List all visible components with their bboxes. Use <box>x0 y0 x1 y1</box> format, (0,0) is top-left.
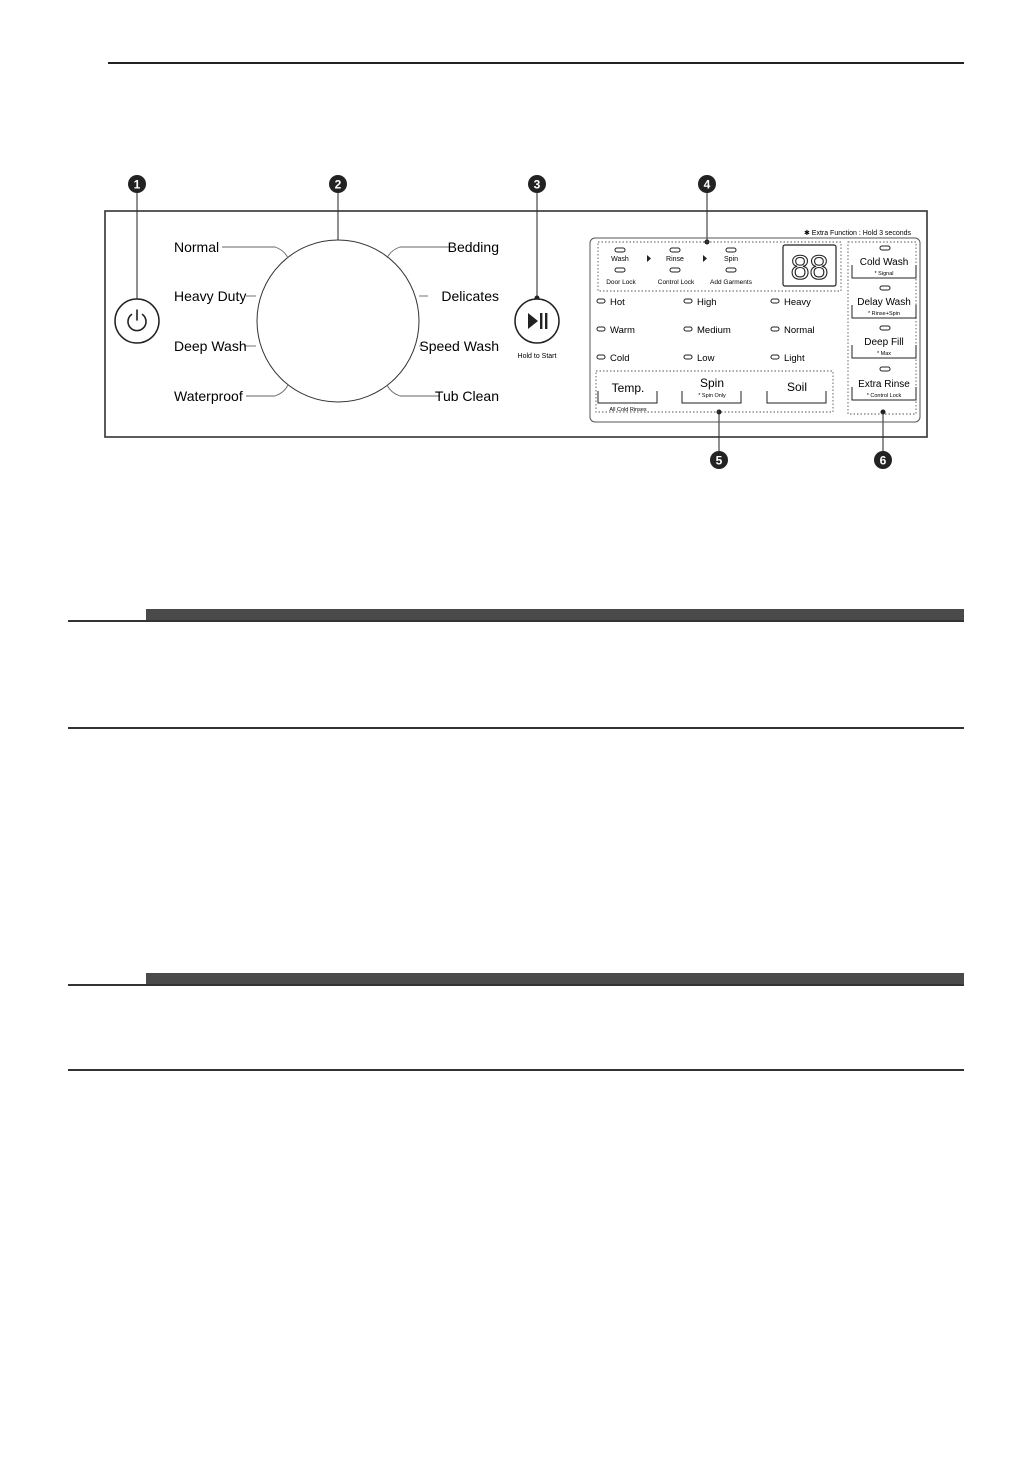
callout-4 <box>698 175 716 245</box>
delay-wash-button[interactable] <box>852 286 916 318</box>
delay-wash-label: Delay Wash <box>857 297 911 308</box>
cycle-tub-clean[interactable]: Tub Clean <box>434 388 499 404</box>
section-rule-2 <box>68 1069 964 1071</box>
spin-medium: Medium <box>697 325 731 336</box>
stage-wash: Wash <box>611 256 629 263</box>
max-label: * Max <box>876 351 892 357</box>
callout-5 <box>710 410 728 470</box>
hold-to-start-label: Hold to Start <box>517 353 557 360</box>
svg-text:3: 3 <box>533 177 541 192</box>
temp-cold: Cold <box>610 353 630 364</box>
svg-text:2: 2 <box>334 177 342 192</box>
cycle-heavy-duty[interactable]: Heavy Duty <box>174 288 247 304</box>
stage-spin: Spin <box>723 256 739 263</box>
svg-text:1: 1 <box>133 177 141 192</box>
spin-high: High <box>697 297 717 308</box>
spin-only-label: * Spin Only <box>698 393 726 399</box>
power-button[interactable] <box>115 299 159 343</box>
svg-text:5: 5 <box>715 453 723 468</box>
soil-heavy: Heavy <box>784 297 811 308</box>
soil-normal: Normal <box>784 325 815 336</box>
extra-rinse-button[interactable] <box>852 367 916 400</box>
extra-function-note: ✱ Extra Function : Hold 3 seconds <box>803 230 911 237</box>
cold-wash-button[interactable] <box>852 246 916 278</box>
callout-6 <box>874 410 892 470</box>
cycle-delicates[interactable]: Delicates <box>441 288 499 304</box>
spin-low: Low <box>697 353 715 364</box>
spin-button[interactable] <box>682 376 741 403</box>
control-panel-diagram <box>0 0 1032 520</box>
rinse-spin-label: * Rinse+Spin <box>868 311 900 317</box>
temp-warm: Warm <box>610 325 635 336</box>
temp-button-label: Temp. <box>611 381 645 395</box>
section-bar-2-thin <box>68 984 964 986</box>
cycle-speed-wash[interactable]: Speed Wash <box>419 338 499 354</box>
svg-text:4: 4 <box>703 177 711 192</box>
cycle-bedding[interactable]: Bedding <box>447 239 499 255</box>
section-bar-1-thin <box>68 620 964 622</box>
cycle-normal[interactable]: Normal <box>174 239 220 255</box>
indicator-door-lock: Door Lock <box>606 279 636 286</box>
signal-label: * Signal <box>874 271 894 277</box>
arrow-right-icon <box>647 255 651 262</box>
deep-fill-button[interactable] <box>852 326 916 358</box>
stage-rinse: Rinse <box>666 256 684 263</box>
indicator-control-lock: Control Lock <box>657 279 695 286</box>
extra-rinse-label: Extra Rinse <box>858 379 910 390</box>
start-pause-button[interactable] <box>515 299 559 343</box>
callout-1 <box>128 175 146 300</box>
cold-wash-label: Cold Wash <box>859 257 909 268</box>
soil-button[interactable] <box>767 380 826 403</box>
indicator-add-garments: Add Garments <box>710 279 752 286</box>
svg-text:6: 6 <box>879 453 887 468</box>
spin-button-label: Spin <box>699 376 725 390</box>
all-cold-rinses-label: All Cold Rinses <box>609 407 647 413</box>
callout-3 <box>528 175 546 301</box>
time-readout: 88 <box>790 249 829 287</box>
temp-button[interactable] <box>598 381 657 403</box>
temp-hot: Hot <box>610 297 625 308</box>
deep-fill-label: Deep Fill <box>864 337 904 348</box>
soil-light: Light <box>784 353 805 364</box>
arrow-right-icon <box>703 255 707 262</box>
soil-button-label: Soil <box>786 380 808 394</box>
digit-display <box>783 245 836 287</box>
control-lock-label: * Control Lock <box>866 393 902 399</box>
cycle-dial[interactable] <box>257 240 419 402</box>
cycle-deep-wash[interactable]: Deep Wash <box>174 338 247 354</box>
cycle-waterproof[interactable]: Waterproof <box>174 388 243 404</box>
section-rule-1 <box>68 727 964 729</box>
